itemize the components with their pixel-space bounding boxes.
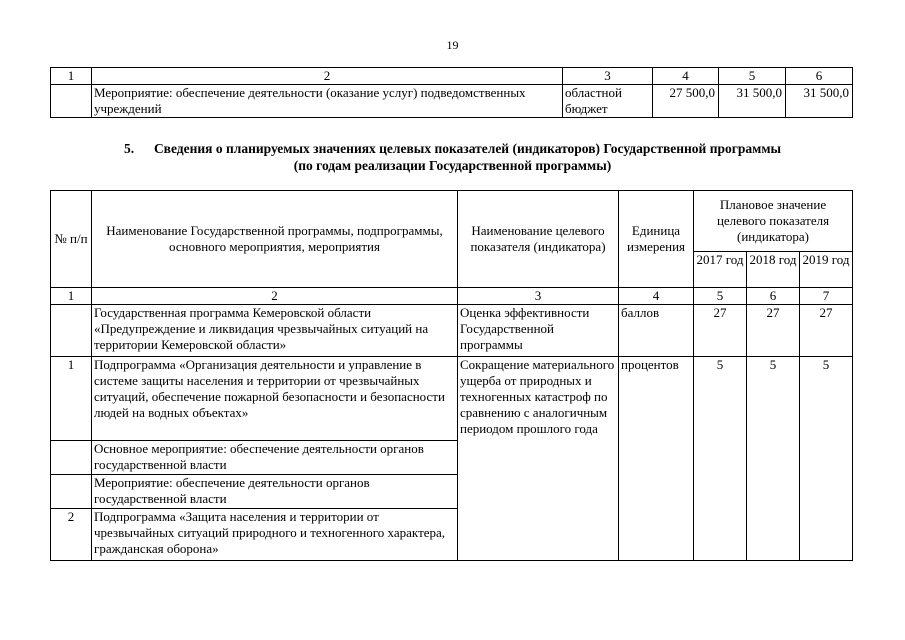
header-unit: Единица измерения (619, 191, 694, 288)
value-2017: 27 (694, 305, 747, 357)
row-number (51, 475, 92, 509)
section-number: 5. (123, 141, 135, 156)
indicators-table (50, 190, 853, 561)
section-heading (0, 140, 905, 174)
value-2018: 27 (747, 305, 800, 357)
row-number: 2 (51, 509, 92, 561)
row-number: 1 (51, 357, 92, 441)
indicator-name: Сокращение материального ущерба от природных и техногенных катастроф по сравнению с аналогичным периодом прошлого года (458, 357, 619, 561)
col-number: 1 (51, 288, 92, 305)
header-year: 2018 год (747, 252, 800, 288)
row-number (51, 305, 92, 357)
funding-source: областной бюджет (563, 85, 653, 118)
amount-value: 27 500,0 (653, 85, 719, 118)
section-subtitle: (по годам реализации Государственной программы) (293, 158, 612, 173)
header-planned-value: Плановое значение целевого показателя (индикатора) (694, 191, 853, 252)
col-number: 5 (719, 68, 786, 85)
header-name: Наименование Государственной программы, подпрограммы, основного мероприятия, мероприятия (92, 191, 458, 288)
unit: процентов (619, 357, 694, 561)
table-row (51, 305, 853, 357)
program-name: Основное мероприятие: обеспечение деятельности органов государственной власти (92, 441, 458, 475)
header-indicator: Наименование целевого показателя (индикатора) (458, 191, 619, 288)
section-title: Сведения о планируемых значениях целевых показателей (индикаторов) Государственной программы (153, 141, 782, 156)
col-number: 2 (92, 68, 563, 85)
col-number: 4 (619, 288, 694, 305)
program-name: Мероприятие: обеспечение деятельности органов государственной власти (92, 475, 458, 509)
col-number: 5 (694, 288, 747, 305)
col-number: 3 (563, 68, 653, 85)
column-numbers-row (51, 288, 853, 305)
budget-table (50, 67, 853, 118)
activity-name: Мероприятие: обеспечение деятельности (оказание услуг) подведомственных учреждений (92, 85, 563, 118)
program-name: Государственная программа Кемеровской области «Предупреждение и ликвидация чрезвычайных ситуаций на территории Кемеровской области» (92, 305, 458, 357)
value-2018: 5 (747, 357, 800, 561)
amount-value: 31 500,0 (786, 85, 853, 118)
header-num: № п/п (51, 191, 92, 288)
table-row (51, 357, 853, 441)
value-2019: 5 (800, 357, 853, 561)
table-header-row (51, 191, 853, 252)
value-2019: 27 (800, 305, 853, 357)
indicator-name: Оценка эффективности Государственной программы (458, 305, 619, 357)
col-number: 4 (653, 68, 719, 85)
header-year: 2019 год (800, 252, 853, 288)
col-number: 6 (786, 68, 853, 85)
program-name: Подпрограмма «Организация деятельности и управление в системе защиты населения и территории от чрезвычайных ситуаций, обеспечение пожарной безопасности и безопасности людей на водных объектах» (92, 357, 458, 441)
value-2017: 5 (694, 357, 747, 561)
col-number: 1 (51, 68, 92, 85)
table-header-row (51, 68, 853, 85)
row-number (51, 85, 92, 118)
unit: баллов (619, 305, 694, 357)
table-row (51, 85, 853, 118)
col-number: 2 (92, 288, 458, 305)
program-name: Подпрограмма «Защита населения и территории от чрезвычайных ситуаций природного и техногенного характера, гражданская оборона» (92, 509, 458, 561)
col-number: 3 (458, 288, 619, 305)
col-number: 7 (800, 288, 853, 305)
header-year: 2017 год (694, 252, 747, 288)
amount-value: 31 500,0 (719, 85, 786, 118)
page-number: 19 (446, 38, 459, 52)
row-number (51, 441, 92, 475)
col-number: 6 (747, 288, 800, 305)
